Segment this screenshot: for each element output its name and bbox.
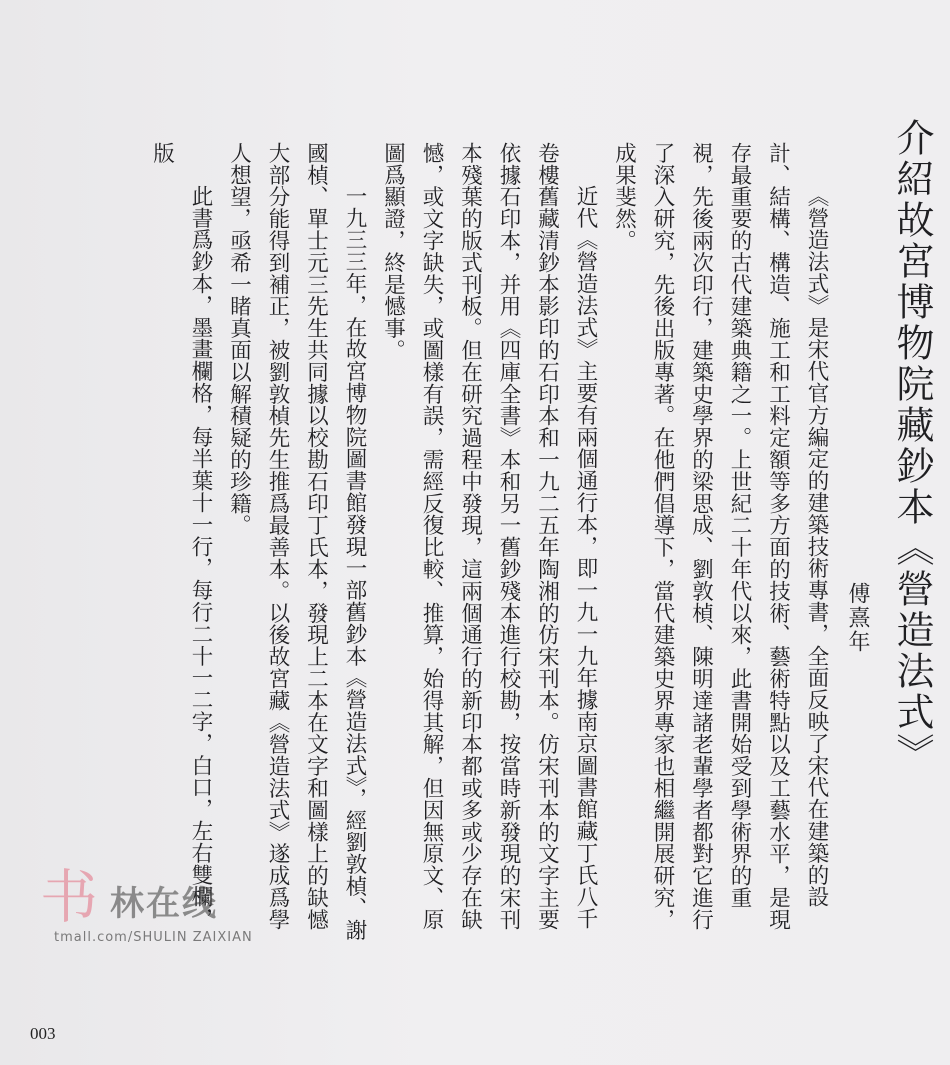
paragraph-2: 近代《營造法式》主要有兩個通行本，即一九一九年據南京圖書館藏丁氏八千卷樓舊藏清鈔本影印的石印本和一九二五年陶湘的仿宋刊本。仿宋刊本的文字主要依據石印本，并用《四庫全書》本和另一舊鈔殘本進行校勘，按當時新發現的宋刊本殘葉的版式刊板。但在研究過程中發現，這兩個通行的新印本都或多或少存在缺憾，或文字缺失，或圖樣有誤，需經反復比較、推算，始得其解，但因無原文、原圖爲顯證，終是憾事。 — [380, 142, 598, 931]
watermark-url: tmall.com/SHULIN ZAIXIAN — [54, 930, 253, 945]
article-body — [142, 142, 835, 942]
paragraph-3: 一九三三年，在故宮博物院圖書館發現一部舊鈔本《營造法式》，經劉敦楨、謝國楨、單士元三先生共同據以校勘石印丁氏本，發現上二本在文字和圖樣上的缺憾大部分能得到補正，被劉敦楨先生推爲最善本。以後故宮藏《營造法式》遂成爲學人想望，亟希一睹真面以解積疑的珍籍。 — [226, 142, 367, 941]
article-title: 介紹故宮博物院藏鈔本《營造法式》 — [890, 118, 934, 774]
paragraph-1: 《營造法式》是宋代官方編定的建築技術專書，全面反映了宋代在建築的設計、結構、構造、施工和工料定額等多方面的技術、藝術特點以及工藝水平，是現存最重要的古代建築典籍之一。上世紀二十年代以來，此書開始受到學術界的重視，先後兩次印行，建築史學界的梁思成、劉敦楨、陳明達諸老輩學者都對它進行了深入研究，先後出版專著。在他們倡導下，當代建築史界專家也相繼開展研究，成果斐然。 — [611, 142, 829, 931]
paragraph-4: 此書爲鈔本，墨畫欄格，每半葉十一行，每行二十一二字，白口，左右雙欄，版 — [149, 142, 213, 930]
watermark-logo: 书 — [40, 863, 99, 931]
watermark-text: 林在线 — [110, 884, 218, 924]
author-name: 傅熹年 — [845, 582, 870, 654]
watermark — [40, 862, 310, 962]
page-number: 003 — [30, 1024, 56, 1043]
